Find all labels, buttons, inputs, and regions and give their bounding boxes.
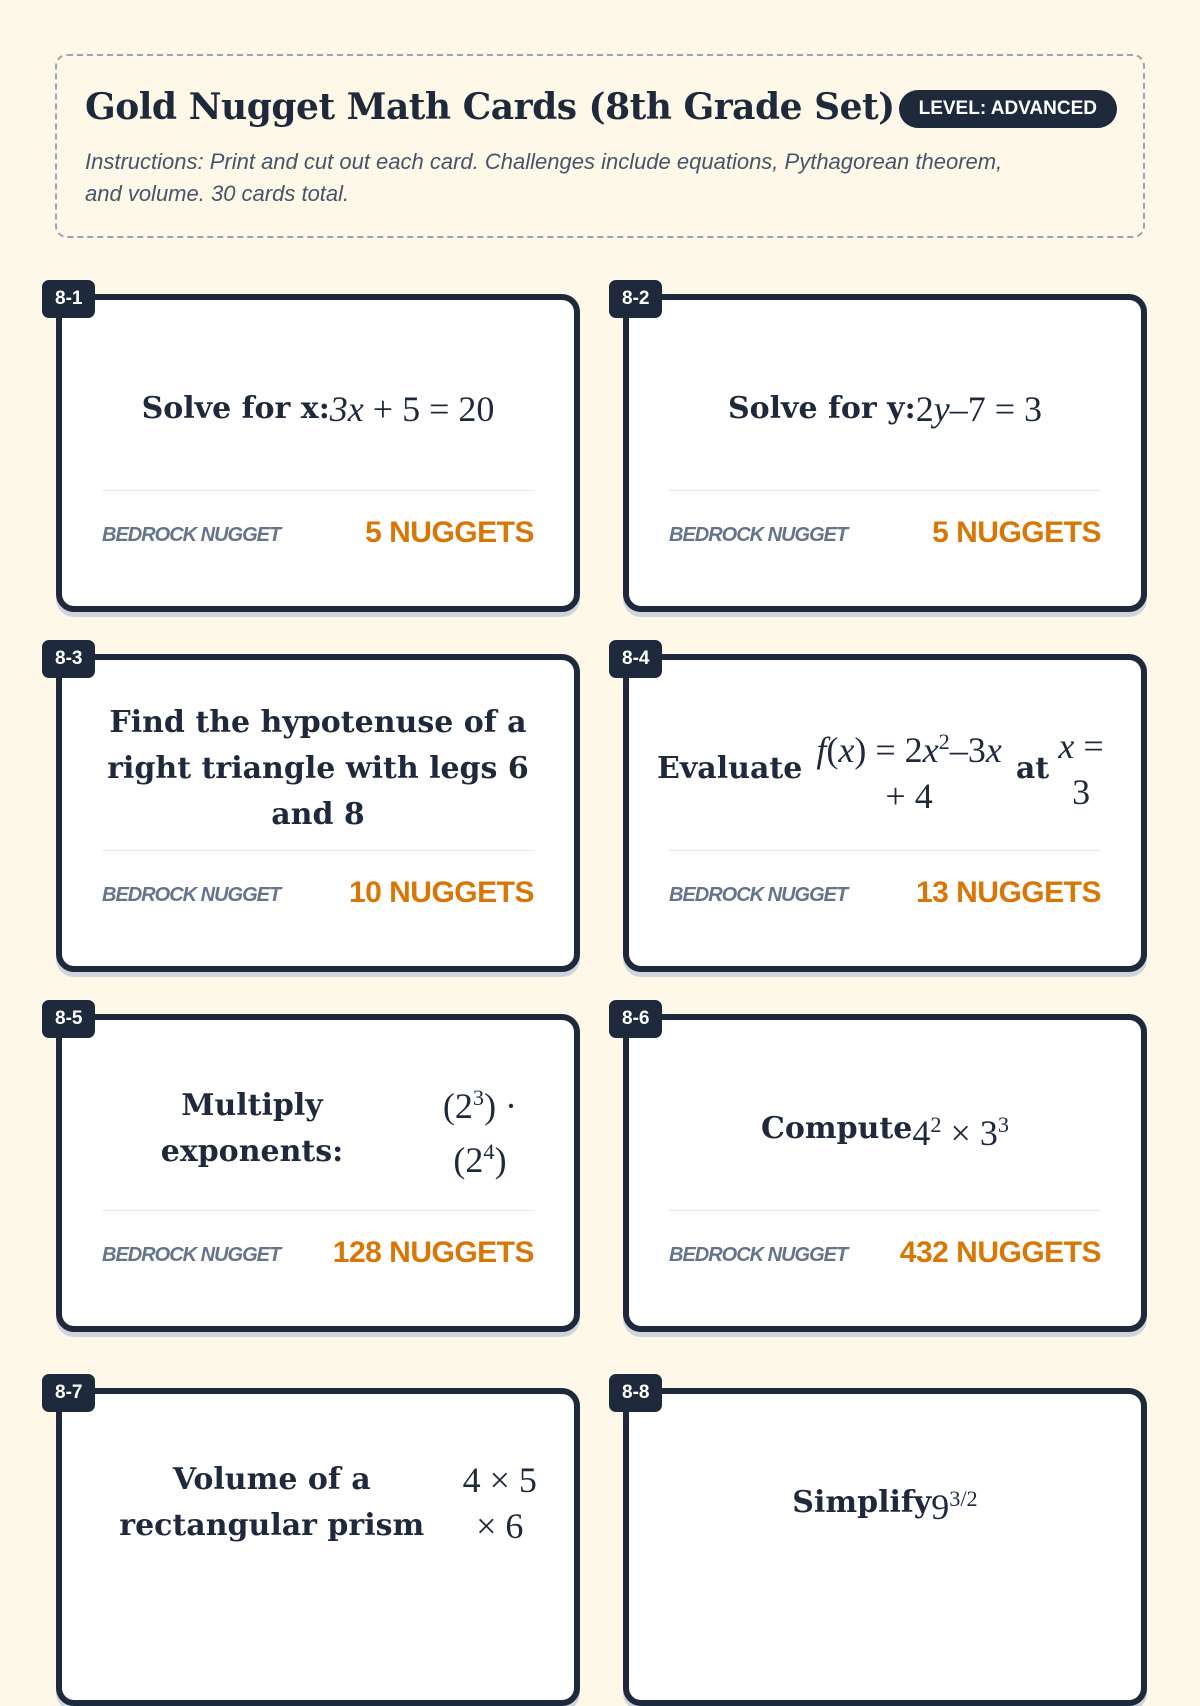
card-question: Compute $4^2 \times 3^3$ [761, 1111, 1009, 1153]
card-points: 5 NUGGETS [365, 516, 534, 549]
card-source-label: BEDROCK NUGGET [102, 1244, 281, 1266]
card-divider [102, 850, 534, 851]
level-badge: LEVEL: ADVANCED [899, 90, 1117, 128]
card-divider [102, 490, 534, 491]
card-question: Simplify $9^{3/2}$ [792, 1485, 978, 1527]
card-source-label: BEDROCK NUGGET [102, 524, 281, 546]
math-card [55, 1382, 580, 1706]
card-points: 5 NUGGETS [932, 516, 1101, 549]
math-card [622, 1382, 1147, 1706]
math-card [55, 1008, 580, 1332]
header-panel [55, 54, 1145, 238]
card-question: Solve for x: 3x + 5 = 20 [141, 389, 495, 429]
card-question: Solve for y: 2y–7 = 3 [727, 389, 1042, 429]
card-question: Find the hypotenuse of a right triangle with legs 6 and 8 [107, 705, 529, 832]
card-question: Multiply exponents: $(2^3) \cdot (2^4)$ [160, 1085, 518, 1180]
card-source-label: BEDROCK NUGGET [669, 1244, 848, 1266]
card-id-tag: 8-5 [42, 1000, 95, 1038]
card-id-tag: 8-7 [42, 1374, 95, 1412]
math-card [55, 288, 580, 612]
card-divider [102, 1210, 534, 1211]
math-card [622, 288, 1147, 612]
card-divider [669, 850, 1101, 851]
card-id-tag: 8-6 [609, 1000, 662, 1038]
card-points: 128 NUGGETS [332, 1236, 534, 1269]
card-question: Evaluate $f(x) = 2x^2-3x + 4$ at x = 3 [657, 726, 1104, 816]
card-divider [669, 490, 1101, 491]
card-question: Volume of a rectangular prism 4 × 5 × 6 [119, 1460, 537, 1546]
card-points: 10 NUGGETS [348, 876, 534, 909]
math-card [622, 1008, 1147, 1332]
card-id-tag: 8-4 [609, 640, 662, 678]
card-id-tag: 8-2 [609, 280, 662, 318]
card-id-tag: 8-8 [609, 1374, 662, 1412]
math-card [55, 648, 580, 972]
card-id-tag: 8-3 [42, 640, 95, 678]
math-card [622, 648, 1147, 972]
card-id-tag: 8-1 [42, 280, 95, 318]
page-title: Gold Nugget Math Cards (8th Grade Set) [85, 86, 895, 128]
card-source-label: BEDROCK NUGGET [669, 884, 848, 906]
card-points: 432 NUGGETS [899, 1236, 1101, 1269]
card-divider [669, 1210, 1101, 1211]
instructions-text: Instructions: Print and cut out each card. Challenges include equations, Pythagorean theorem, and volume. 30 cards total. [85, 149, 1003, 206]
card-points: 13 NUGGETS [915, 876, 1101, 909]
card-source-label: BEDROCK NUGGET [669, 524, 848, 546]
card-source-label: BEDROCK NUGGET [102, 884, 281, 906]
